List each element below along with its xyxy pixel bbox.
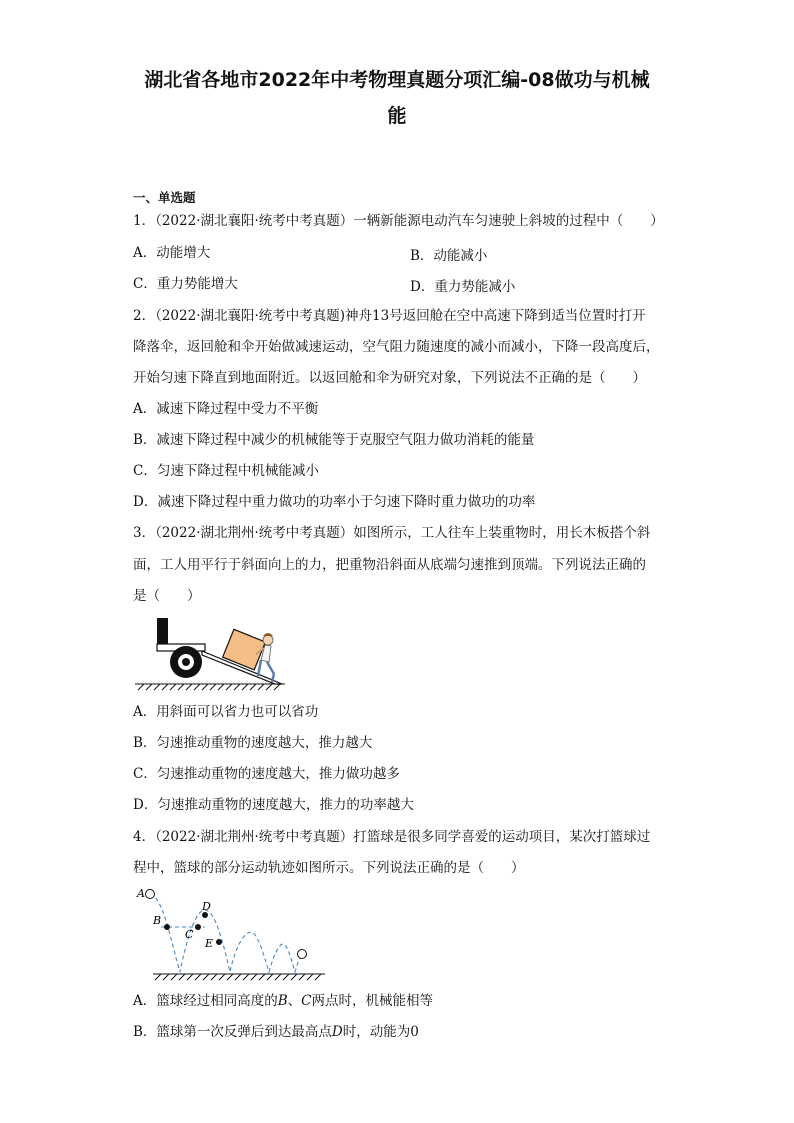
incline-figure	[130, 612, 290, 692]
q1-option-b: B．动能减小	[410, 248, 488, 264]
q4-option-a-sep: 、	[287, 993, 302, 1009]
q3-stem-line-3: 是（ ）	[133, 588, 201, 604]
q4-option-a-text-2: 两点时，机械能相等	[311, 993, 434, 1009]
q4-stem-line-2: 程中，篮球的部分运动轨迹如图所示。下列说法正确的是（ ）	[133, 860, 525, 876]
ball-start-marker	[146, 890, 155, 899]
label-c: C	[185, 928, 194, 941]
point-e-marker	[216, 939, 222, 945]
q2-option-a: A．减速下降过程中受力不平衡	[133, 401, 319, 417]
truck-icon	[157, 618, 205, 678]
floor-hatching	[153, 974, 325, 980]
q3-option-d: D．匀速推动重物的速度越大，推力的功率越大	[133, 797, 414, 813]
q2-stem-line-3: 开始匀速下降直到地面附近。以返回舱和伞为研究对象，下列说法不正确的是（ ）	[133, 370, 646, 386]
trajectory-curve	[150, 894, 304, 972]
label-b: B	[153, 914, 162, 927]
q4-option-a-text-1: A．篮球经过相同高度的	[133, 993, 278, 1009]
label-d: D	[202, 900, 211, 913]
q1-option-c: C．重力势能增大	[133, 276, 238, 292]
basketball-trajectory-figure	[133, 882, 328, 982]
q3-stem-line-2: 面，工人用平行于斜面向上的力，把重物沿斜面从底端匀速推到顶端。下列说法正确的	[133, 557, 646, 573]
q1-option-a: A．动能增大	[133, 245, 211, 261]
q4-option-b-text-1: B．篮球第一次反弹后到达最高点	[133, 1024, 332, 1040]
q3-stem-line-1: 3．（2022·湖北荆州·统考中考真题）如图所示，工人往车上装重物时，用长木板搭个斜	[133, 525, 651, 541]
label-e: E	[205, 937, 214, 950]
q1-option-d: D．重力势能减小	[410, 279, 516, 295]
label-a: A	[137, 887, 145, 900]
q4-option-b	[133, 1023, 419, 1041]
q4-option-b-text-2: 时，动能为0	[342, 1024, 419, 1040]
q2-option-b: B．减速下降过程中减少的机械能等于克服空气阻力做功消耗的能量	[133, 432, 535, 448]
q2-option-d: D．减速下降过程中重力做功的功率小于匀速下降时重力做功的功率	[133, 494, 536, 510]
title-line-1: 湖北省各地市2022年中考物理真题分项汇编-08做功与机械	[144, 69, 650, 91]
ball-end-marker	[298, 950, 307, 959]
point-c-marker	[195, 924, 201, 930]
q3-option-c: C．匀速推动重物的速度越大，推力做功越多	[133, 766, 400, 782]
q1-stem: 1．（2022·湖北襄阳·统考中考真题）一辆新能源电动汽车匀速驶上斜坡的过程中（ ）	[133, 213, 664, 229]
q4-option-a-var-b: B	[277, 993, 288, 1009]
title-line-2: 能	[387, 105, 407, 127]
ground-hatching	[135, 684, 285, 690]
q4-stem-line-1: 4．（2022·湖北荆州·统考中考真题）打篮球是很多同学喜爱的运动项目，某次打篮球过	[133, 829, 651, 845]
q4-option-a-var-c: C	[301, 993, 312, 1009]
q2-stem-line-2: 降落伞，返回舱和伞开始做减速运动，空气阻力随速度的减小而减小，下降一段高度后，	[133, 339, 660, 355]
q2-stem-line-1: 2．（2022·湖北襄阳·统考中考真题)神舟13号返回舱在空中高速下降到适当位置时打开	[133, 308, 646, 324]
point-b-marker	[164, 924, 170, 930]
q3-option-a: A．用斜面可以省力也可以省功	[133, 704, 319, 720]
section-heading: 一、单选题	[133, 190, 196, 205]
q2-option-c: C．匀速下降过程中机械能减小	[133, 463, 319, 479]
q3-option-b: B．匀速推动重物的速度越大，推力越大	[133, 735, 373, 751]
document-title	[100, 62, 694, 134]
q4-option-b-var-d: D	[331, 1024, 343, 1040]
q4-option-a	[133, 992, 433, 1010]
